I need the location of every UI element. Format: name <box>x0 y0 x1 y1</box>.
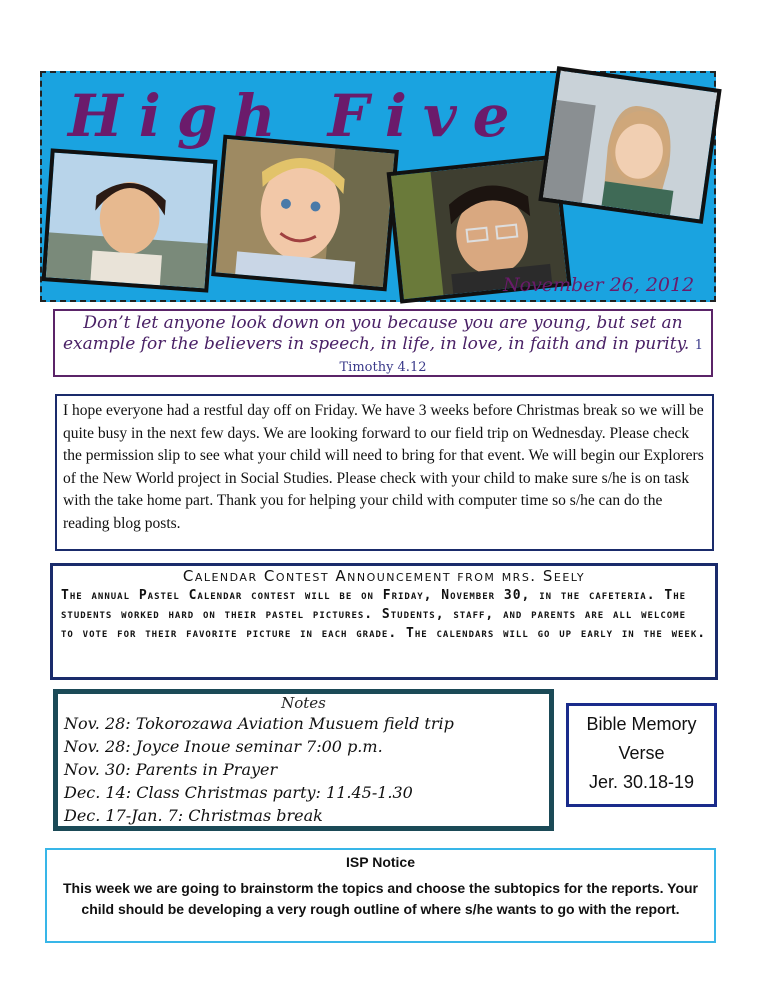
student-photo-1 <box>42 148 218 292</box>
notes-item: Dec. 14: Class Christmas party: 11.45-1.30 <box>64 783 413 802</box>
verse-reference: 1 Timothy 4.12 <box>339 338 703 375</box>
memory-reference: Jer. 30.18-19 <box>588 772 695 792</box>
notes-item: Dec. 17-Jan. 7: Christmas break <box>64 806 323 825</box>
isp-body: This week we are going to brainstorm the topics and choose the subtopics for the reports. Your child should be developing a very rough outline of where s/he wants to go with the report. <box>62 880 699 917</box>
isp-heading: ISP Notice <box>346 854 415 870</box>
intro-letter <box>55 394 714 551</box>
issue-date: November 26, 2012 <box>503 274 695 296</box>
calendar-contest-announcement <box>50 563 718 680</box>
verse-quote: Don’t let anyone look down on you because you are young, but set an example for the believers in speech, in life, in love, in faith and in purity. <box>63 313 690 354</box>
notes-item: Nov. 30: Parents in Prayer <box>64 760 278 779</box>
contest-body: The annual Pastel Calendar contest will be on Friday, November 30, in the cafeteria. The students worked hard on their pastel pictures. Students, staff, and parents are all welcome to vote for their favorite picture in each grade. The calendars will go up early in the week. <box>61 588 707 641</box>
memory-line: Bible Memory <box>586 714 697 734</box>
verse-box <box>53 309 713 377</box>
notes-box <box>53 689 554 831</box>
memory-line: Verse <box>618 743 665 763</box>
notes-item: Nov. 28: Tokorozawa Aviation Musuem field trip <box>64 714 454 733</box>
letter-text: I hope everyone had a restful day off on Friday. We have 3 weeks before Christmas break so we will be quite busy in the next few days. We are looking forward to our field trip on Wednesday. Please check the permission slip to see what your child will need to bring for that event. We will begin our Explorers of the New World project in Social Studies. Please check with your child to make sure s/he is on task with the take home part. Thank you for helping your child with computer time so s/he can do the reading blog posts. <box>63 402 704 532</box>
student-photo-4 <box>538 66 721 224</box>
notes-item: Nov. 28: Joyce Inoue seminar 7:00 p.m. <box>64 737 383 756</box>
contest-heading: Calendar Contest Announcement from mrs. Seely <box>182 567 586 585</box>
bible-memory-box <box>566 703 717 807</box>
isp-notice <box>45 848 716 943</box>
student-photo-2 <box>211 135 399 292</box>
notes-heading: Notes <box>281 694 326 712</box>
newsletter-title: High Five <box>68 82 526 150</box>
verse-text <box>63 313 703 378</box>
